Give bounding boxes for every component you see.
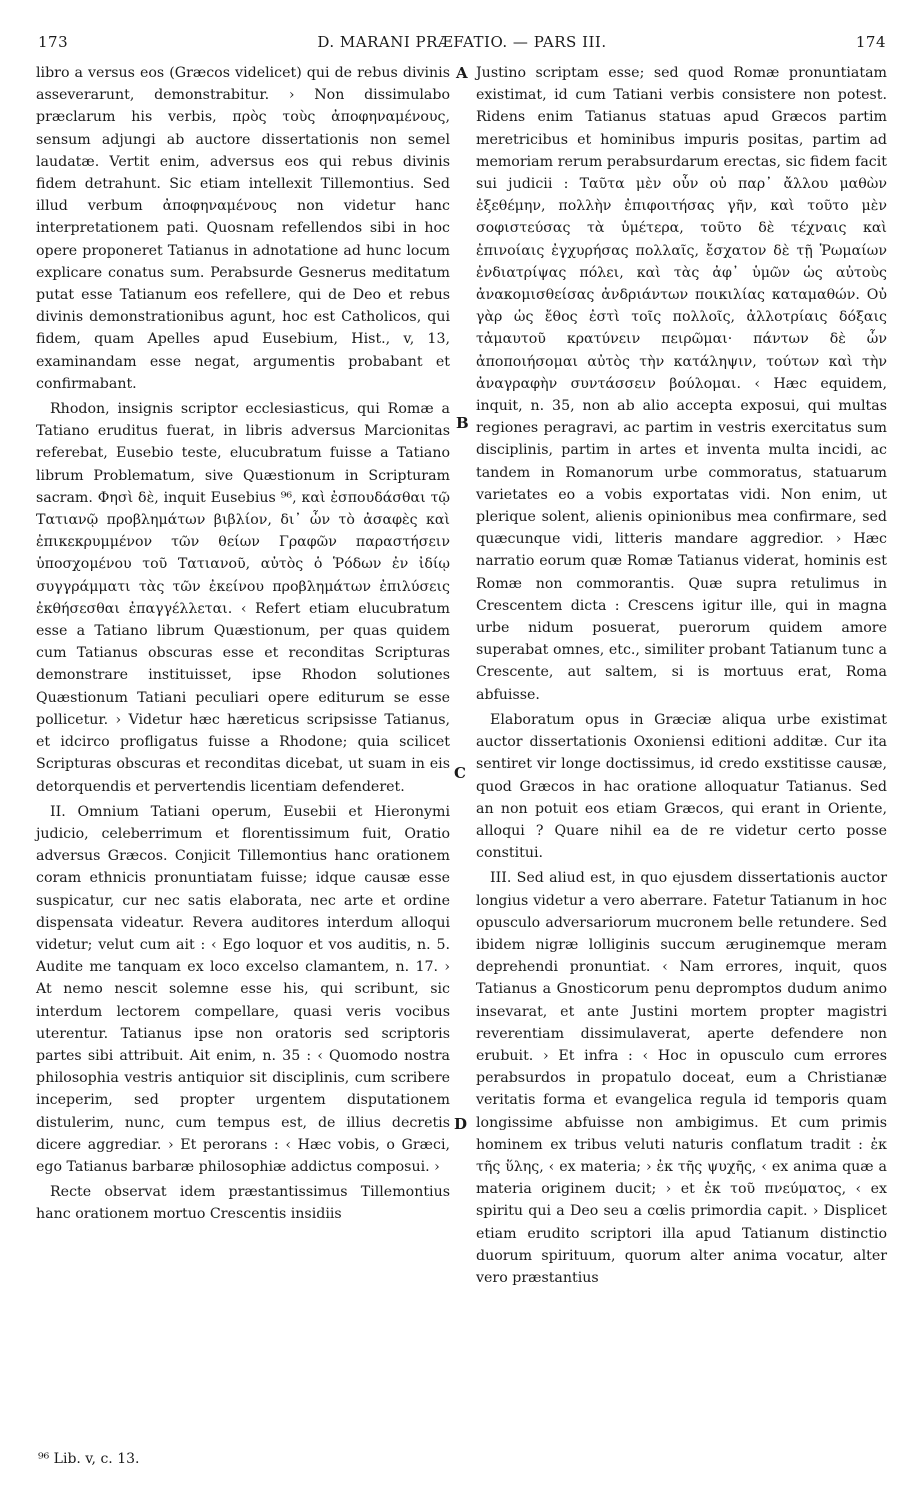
margin-marker-b: B <box>456 414 469 432</box>
right-column <box>476 62 887 1289</box>
margin-marker-a: A <box>456 64 468 82</box>
right-paragraph-2: Elaboratum opus in Græciæ aliqua urbe existimat auctor dissertationis Oxoniensi editioni additæ. Cur ita sentiret vir longe doctissimus, id credo exstitisse causæ, quod Græcos in hac oratione alloquatur Tatianus. Sed an non potuit eos etiam Græcos, qui erant in Oriente, alloqui ? Quare nihil ea de re videtur certo posse constitui. <box>476 711 887 862</box>
left-paragraph-4: Recte observat idem præstantissimus Tillemontius hanc orationem mortuo Crescentis insidiis <box>36 1184 450 1223</box>
left-paragraph-2: Rhodon, insignis scriptor ecclesiasticus, qui Romæ a Tatiano eruditus fuerat, in libris adversus Marcionitas referebat, Eusebio teste, elucubratum fuisse a Tatiano librum Problematum, sive Quæstionum in Scripturam sacram. Φησὶ δὲ, inquit Eusebius ⁹⁶, καὶ ἐσπουδάσθαι τῷ Τατιανῷ προβλημάτων βιβλίον, δι᾽ ὧν τὸ ἀσαφὲς καὶ ἐπικεκρυμμένον τῶν θείων Γραφῶν παραστήσειν ὑποσχομένου τοῦ Τατιανοῦ, αὐτὸς ὁ Ῥόδων ἐν ἰδίῳ συγγράμματι τὰς τῶν ἐκείνου προβλημάτων ἐπιλύσεις ἐκθήσεσθαι ἐπαγγέλλεται. ‹ Refert etiam elucubratum esse a Tatiano librum Quæstionum, per quas quidem cum Tatianus obscuras esse et reconditas Scripturas demonstrare instituisset, ipse Rhodon solutiones Quæstionum Tatiani peculiari opere editurum se esse pollicetur. › Videtur hæc hæreticus scripsisse Tatianus, et idcirco profligatus fuisse a Rhodone; quia scilicet Scripturas obscuras et reconditas dicebat, ut suam in eis detorquendis et pervertendis licentiam defenderet. <box>36 401 450 795</box>
page-number-right: 174 <box>855 33 886 51</box>
left-paragraph-3: II. Omnium Tatiani operum, Eusebii et Hieronymi judicio, celeberrimum et florentissimum fuit, Oratio adversus Græcos. Conjicit Tillemontius hanc orationem coram ethnicis pronuntiatam fuisse; idque causæ esse suspicatur, cur nec satis elaborata, nec arte et ordine dispensata videatur. Revera auditores interdum alloqui videtur; velut cum ait : ‹ Ego loquor et vos auditis, n. 5. Audite me tanquam ex loco excelso clamantem, n. 17. › At nemo nescit solemne esse his, qui scribunt, sic interdum lectorem compellare, quasi veris vocibus uterentur. Tatianus ipse non oratoris sed scriptoris partes sibi attribuit. Ait enim, n. 35 : ‹ Quomodo nostra philosophia vestris antiquior sit disciplinis, cum scribere inceperim, sed propter urgentem disputationem distulerim, nunc, cum tempus est, de illius decretis dicere aggrediar. › Et perorans : ‹ Hæc vobis, o Græci, ego Tatianus barbaræ philosophiæ addictus composui. › <box>36 803 450 1175</box>
right-paragraph-1: Justino scriptam esse; sed quod Romæ pronuntiatam existimat, id cum Tatiani verbis consistere non potest. Ridens enim Tatianus statuas apud Græcos partim meretricibus et hominibus impuris positas, partim ad memoriam rerum perabsurdarum erectas, sic fidem facit sui judicii : Ταῦτα μὲν οὖν οὐ παρ᾽ ἄλλου μαθὼν ἐξεθέμην, πολλὴν ἐπιφοιτήσας γῆν, καὶ τοῦτο μὲν σοφιστεύσας τὰ ὑμέτερα, τοῦτο δὲ τέχναις καὶ ἐπινοίαις ἐγχυρήσας πολλαῖς, ἔσχατον δὲ τῇ Ῥωμαίων ἐνδιατρίψας πόλει, καὶ τὰς ἀφ᾽ ὑμῶν ὡς αὐτοὺς ἀνακομισθείσας ἀνδριάντων ποικιλίας καταμαθών. Οὐ γὰρ ὡς ἔθος ἐστὶ τοῖς πολλοῖς, ἀλλοτρίαις δόξαις τἀμαυτοῦ κρατύνειν πειρῶμαι· πάντων δὲ ὧν ἀποποιήσομαι αὐτὸς τὴν κατάληψιν, τούτων καὶ τὴν ἀναγραφὴν συντάσσειν βούλομαι. ‹ Hæc equidem, inquit, n. 35, non ab alio accepta exposui, qui multas regiones peragravi, ac partim in vestris exercitatus sum disciplinis, partim in artes et inventa multa incidi, ac tandem in Romanorum urbe commoratus, statuarum varietates eo a vobis exportatas vidi. Non enim, ut plerique solent, alienis opinionibus mea confirmare, sed quæcunque vidi, litteris mandare aggredior. › Hæc narratio eorum quæ Romæ Tatianus viderat, hominis est Romæ non commorantis. Quæ supra retulimus in Crescentem dicta : Crescens igitur ille, qui in magna urbe nidum posuerat, puerorum quidem amore superabat omnes, etc., similiter probant Tatianum tunc a Crescente, aut saltem, si is mortuus erat, Roma abfuisse. <box>476 65 887 703</box>
margin-marker-c: C <box>454 764 466 782</box>
left-column <box>36 62 450 1226</box>
right-paragraph-3: III. Sed aliud est, in quo ejusdem dissertationis auctor longius videtur a vero aberrare. Fatetur Tatianum in hoc opusculo adversariorum mucronem belle retundere. Sed ibidem nigræ lolliginis succum æruginemque meram deprehendi pronuntiat. ‹ Nam errores, inquit, quos Tatianus a Gnosticorum penu depromptos dudum animo insevarat, et ante Justini mortem propter magistri reverentiam dissimulaverat, aperte defendere non erubuit. › Et infra : ‹ Hoc in opusculo cum errores perabsurdos in propatulo doceat, eum a Christianæ veritatis forma et evangelica regula id temporis quam longissime abfuisse non ambigimus. Et cum primis hominem ex tribus veluti naturis conflatum tradit : ἐκ τῆς ὕλης, ‹ ex materia; › ἐκ τῆς ψυχῆς, ‹ ex anima quæ a materia originem ducit; › et ἐκ τοῦ πνεύματος, ‹ ex spiritu qui a Deo seu a cœlis primordia capit. › Displicet etiam erudito scriptori illa apud Tatianum distinctio duorum spirituum, quorum alter anima vocatur, alter vero præstantius <box>476 870 887 1286</box>
footnote: ⁹⁶ Lib. v, c. 13. <box>38 1451 140 1467</box>
left-paragraph-1: libro a versus eos (Græcos videlicet) qui de rebus divinis asseverarunt, demonstrabitur. › Non dissimulabo præclarum his verbis, πρὸς τοὺς ἀποφηναμένους, sensum adjungi ab auctore dissertationis non semel laudatæ. Vertit enim, adversus eos qui rebus divinis fidem detrahunt. Sic etiam intellexit Tillemontius. Sed illud verbum ἀποφηναμένους non videtur hanc interpretationem pati. Quosnam refellendos sibi in hoc opere proponeret Tatianus in adnotatione ad hunc locum explicare conatus sum. Perabsurde Gesnerus meditatum putat esse Tatianum eos refellere, qui de Deo et rebus divinis demonstrationibus agunt, hoc est Catholicos, qui fidem, quam Apelles apud Eusebium, Hist., v, 13, examinandam esse negat, argumentis probabant et confirmabant. <box>36 65 450 392</box>
margin-marker-d: D <box>454 1115 468 1133</box>
running-title: D. MARANI PRÆFATIO. — PARS III. <box>317 33 607 51</box>
page-header <box>0 33 924 53</box>
page-number-left: 173 <box>38 33 69 51</box>
